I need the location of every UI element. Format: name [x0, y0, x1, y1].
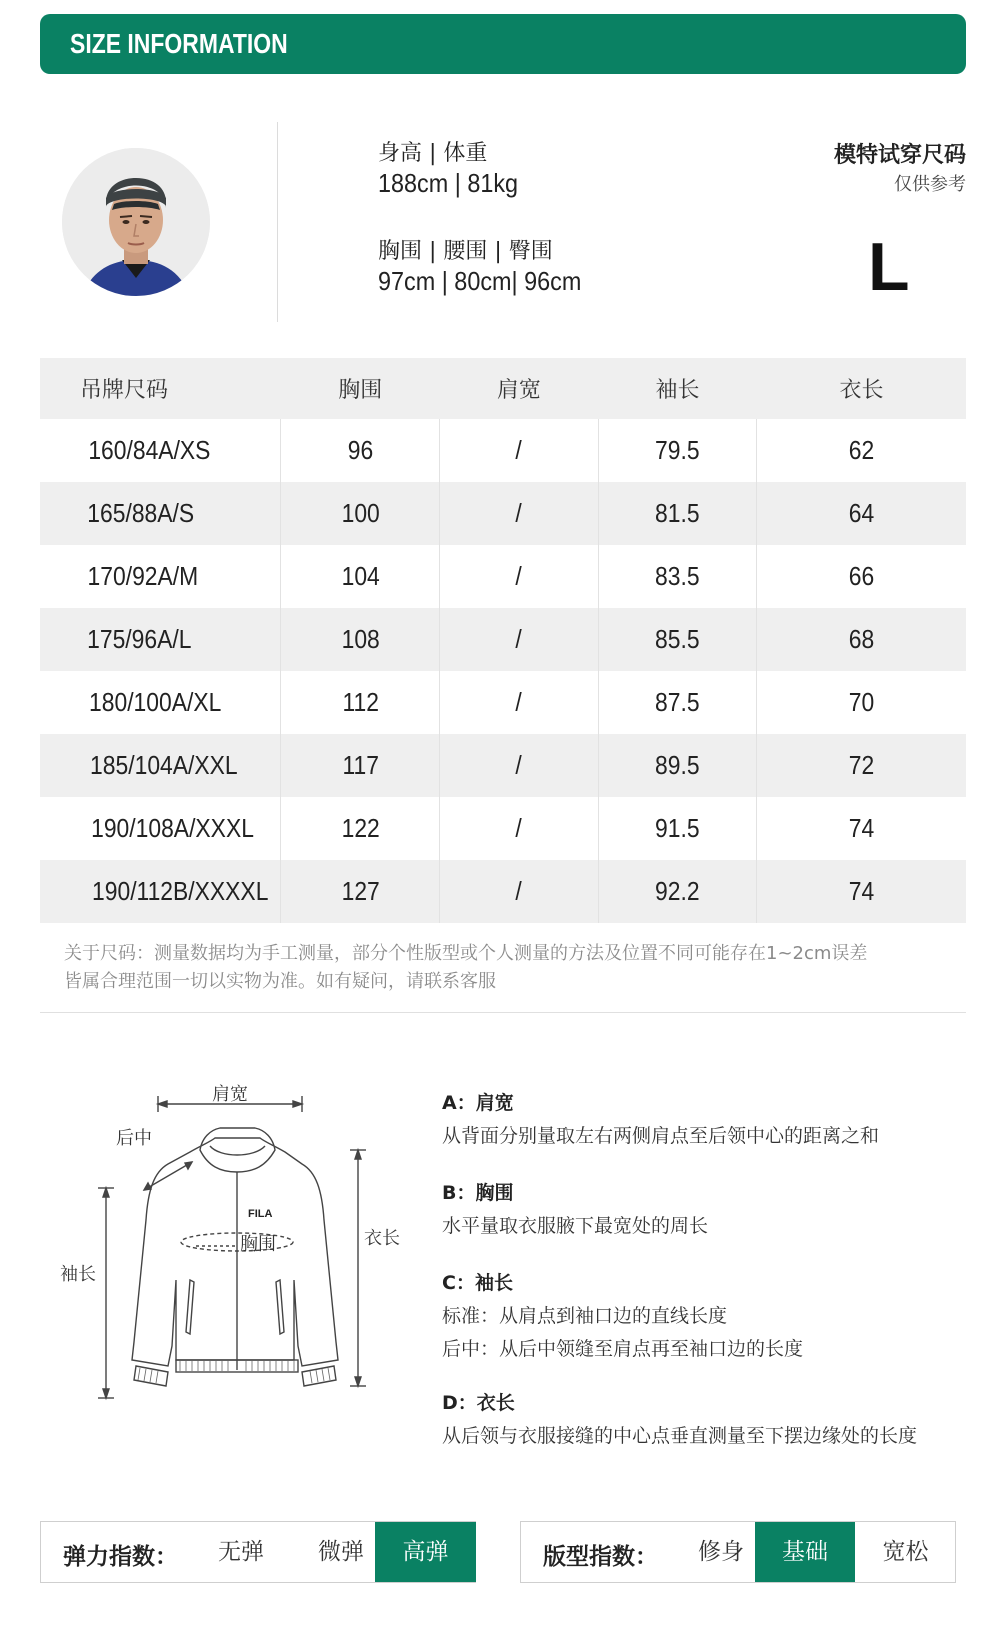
- fit-option-regular: 基础: [755, 1522, 855, 1582]
- table-row: [40, 419, 966, 482]
- model-size-subtitle: 仅供参考: [894, 174, 966, 195]
- cell-tag-size: 165/88A/S: [40, 482, 281, 545]
- cell-chest: 117: [281, 734, 440, 797]
- cell-sleeve: 87.5: [598, 671, 757, 734]
- cell-shoulder: /: [440, 608, 598, 671]
- cell-tag-size: 185/104A/XXL: [40, 734, 281, 797]
- header-tag-size: 吊牌尺码: [40, 358, 281, 419]
- definition-shoulder: [442, 1088, 879, 1148]
- cell-length: 74: [757, 860, 966, 923]
- note-line-2: 皆属合理范围一切以实物为准。如有疑问，请联系客服: [64, 971, 496, 992]
- cell-shoulder: /: [440, 860, 598, 923]
- cell-tag-size: 190/112B/XXXXL: [40, 860, 281, 923]
- table-header-row: [40, 358, 966, 419]
- table-row: [40, 608, 966, 671]
- cell-sleeve: 91.5: [598, 797, 757, 860]
- definition-text: 从背面分别量取左右两侧肩点至后领中心的距离之和: [442, 1125, 880, 1147]
- definition-text: 从后领与衣服接缝的中心点垂直测量至下摆边缘处的长度: [442, 1425, 918, 1447]
- fit-label: 版型指数：: [543, 1544, 658, 1570]
- cell-tag-size: 175/96A/L: [40, 608, 281, 671]
- label-back-center: 后中: [116, 1128, 152, 1149]
- definition-text: 标准：从肩点到袖口边的直线长度: [442, 1305, 728, 1327]
- note-line-1: 关于尺码：测量数据均为手工测量，部分个性版型或个人测量的方法及位置不同可能存在1~2cm误差: [64, 943, 868, 964]
- definition-sleeve: [442, 1268, 803, 1361]
- definition-length: [442, 1388, 917, 1448]
- size-table: [40, 358, 966, 923]
- cell-sleeve: 85.5: [598, 608, 757, 671]
- cell-sleeve: 81.5: [598, 482, 757, 545]
- cell-shoulder: /: [440, 734, 598, 797]
- cell-sleeve: 79.5: [598, 419, 757, 482]
- model-portrait: [62, 148, 210, 296]
- header-shoulder: 肩宽: [440, 358, 598, 419]
- model-size-title: 模特试穿尺码: [833, 143, 966, 168]
- page-title: SIZE INFORMATION: [70, 28, 288, 59]
- label-sleeve: 袖长: [60, 1264, 96, 1285]
- cell-sleeve: 92.2: [598, 860, 757, 923]
- label-length: 衣长: [364, 1228, 400, 1249]
- measurement-note: [64, 940, 964, 996]
- cell-chest: 112: [281, 671, 440, 734]
- cell-chest: 127: [281, 860, 440, 923]
- definition-title: C：袖长: [442, 1272, 513, 1294]
- section-divider: [40, 1012, 966, 1013]
- header-sleeve: 袖长: [598, 358, 757, 419]
- jacket-drawing: [40, 1080, 430, 1420]
- definition-text: 后中：从后中领缝至肩点再至袖口边的长度: [442, 1338, 804, 1360]
- cell-length: 74: [757, 797, 966, 860]
- elasticity-option-none: 无弹: [218, 1539, 264, 1565]
- definition-title: D：衣长: [442, 1392, 515, 1414]
- table-row: [40, 671, 966, 734]
- cell-shoulder: /: [440, 797, 598, 860]
- cell-shoulder: /: [440, 671, 598, 734]
- cell-shoulder: /: [440, 419, 598, 482]
- cell-chest: 104: [281, 545, 440, 608]
- table-row: [40, 482, 966, 545]
- cell-length: 68: [757, 608, 966, 671]
- cell-tag-size: 170/92A/M: [87, 561, 199, 591]
- cell-chest: 108: [281, 608, 440, 671]
- cell-shoulder: /: [440, 482, 598, 545]
- cell-tag-size: 190/108A/XXXL: [91, 813, 254, 843]
- cell-length: 64: [757, 482, 966, 545]
- cell-sleeve: 89.5: [598, 734, 757, 797]
- cell-length: 72: [757, 734, 966, 797]
- fila-logo: FILA: [248, 1208, 273, 1220]
- cell-length: 62: [757, 419, 966, 482]
- table-row: [40, 797, 966, 860]
- fit-index: [520, 1521, 956, 1583]
- definition-chest: [442, 1178, 708, 1238]
- cell-tag-size: 180/100A/XL: [89, 687, 222, 717]
- elasticity-index: [40, 1521, 476, 1583]
- model-size: L: [868, 229, 910, 305]
- elasticity-option-high: 高弹: [375, 1522, 476, 1582]
- definition-title: A：肩宽: [442, 1092, 514, 1114]
- height-weight-value: 188cm | 81kg: [378, 168, 519, 198]
- table-row: [40, 545, 966, 608]
- cell-shoulder: /: [440, 545, 598, 608]
- model-avatar: [62, 148, 210, 296]
- cell-chest: 122: [281, 797, 440, 860]
- table-row: [40, 734, 966, 797]
- cell-chest: 100: [281, 482, 440, 545]
- label-shoulder: 肩宽: [212, 1084, 248, 1105]
- definition-text: 水平量取衣服腋下最宽处的周长: [442, 1215, 709, 1237]
- height-weight-label: 身高 | 体重: [378, 141, 488, 166]
- model-info: [0, 110, 1000, 330]
- cell-sleeve: 83.5: [598, 545, 757, 608]
- body-measure-value: 97cm | 80cm| 96cm: [378, 266, 582, 296]
- elasticity-option-slight: 微弹: [318, 1539, 364, 1565]
- body-measure-label: 胸围 | 腰围 | 臀围: [378, 239, 553, 264]
- vertical-divider: [277, 122, 278, 322]
- label-chest: 胸围: [240, 1234, 276, 1255]
- cell-chest: 96: [281, 419, 440, 482]
- cell-length: 66: [757, 545, 966, 608]
- fit-option-loose: 宽松: [882, 1539, 929, 1565]
- elasticity-label: 弹力指数：: [63, 1544, 178, 1570]
- cell-tag-size: 160/84A/XS: [88, 435, 211, 465]
- table-row: [40, 860, 966, 923]
- cell-length: 70: [757, 671, 966, 734]
- jacket-diagram: [40, 1080, 430, 1420]
- fit-option-slim: 修身: [698, 1539, 744, 1565]
- header-length: 衣长: [757, 358, 966, 419]
- definition-title: B：胸围: [442, 1182, 514, 1204]
- header-chest: 胸围: [281, 358, 440, 419]
- header-bar: [40, 14, 966, 74]
